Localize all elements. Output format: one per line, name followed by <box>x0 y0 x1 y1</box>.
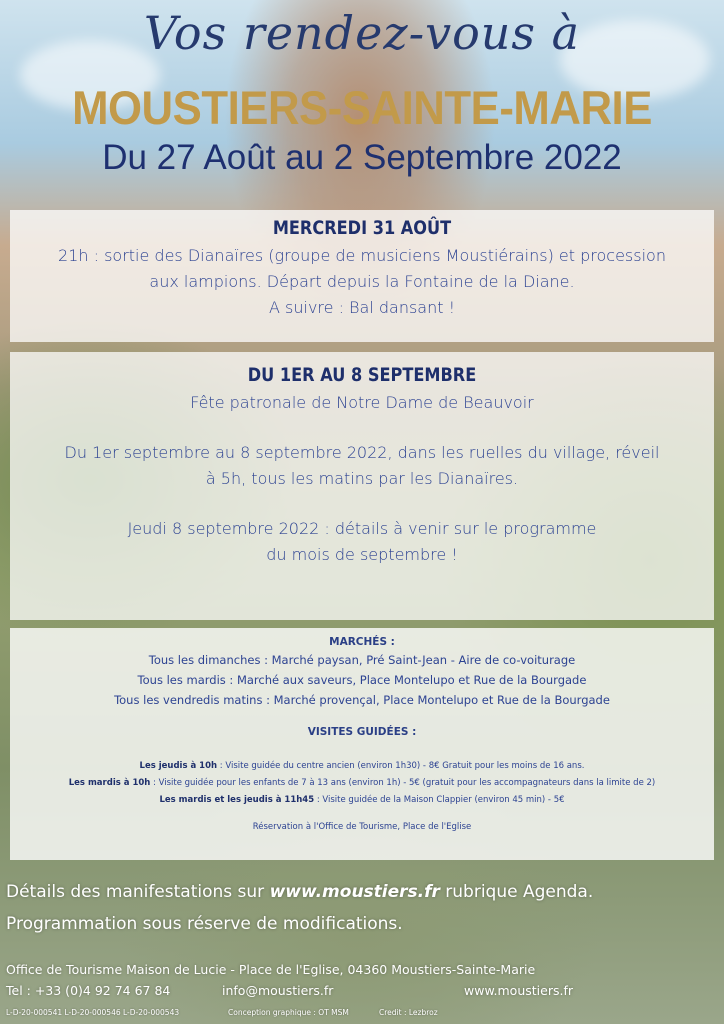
market-item: Tous les mardis : Marché aux saveurs, Place Montelupo et Rue de la Bourgade <box>137 673 587 687</box>
event-text: A suivre : Bal dansant ! <box>268 298 456 317</box>
date-range-title: Du 27 Août au 2 Septembre 2022 <box>102 138 622 177</box>
event-heading: MERCREDI 31 AOÛT <box>272 217 452 239</box>
markets-tours-panel <box>10 628 714 860</box>
phone-number: Tel : +33 (0)4 92 74 67 84 <box>6 983 171 998</box>
tour-when: Les jeudis à 10h <box>139 761 218 771</box>
photo-credit: Credit : Lezbroz <box>379 1008 438 1017</box>
tours-heading: VISITES GUIDÉES : <box>307 726 417 738</box>
reservation-note: Réservation à l'Office de Tourisme, Place de l'Eglise <box>252 822 472 832</box>
market-item: Tous les dimanches : Marché paysan, Pré Saint-Jean - Aire de co-voiturage <box>148 653 576 667</box>
event-text: aux lampions. Départ depuis la Fontaine de la Diane. <box>149 272 575 291</box>
event-text: à 5h, tous les matins par les Dianaïres. <box>205 469 519 488</box>
event-text: 21h : sortie des Dianaïres (groupe de musiciens Moustiérains) et procession <box>58 246 666 265</box>
event-panel-august <box>10 210 714 342</box>
details-text: rubrique Agenda. <box>439 882 594 902</box>
market-item: Tous les vendredis matins : Marché provençal, Place Montelupo et Rue de la Bourgade <box>114 693 610 707</box>
website-link[interactable]: www.moustiers.fr <box>269 882 440 902</box>
event-subtitle: Fête patronale de Notre Dame de Beauvoir <box>190 393 534 412</box>
design-credit: Conception graphique : OT MSM <box>228 1008 349 1017</box>
script-title: Vos rendez-vous à <box>143 6 581 60</box>
tour-item <box>10 775 714 792</box>
details-line <box>6 882 593 902</box>
markets-heading: MARCHÉS : <box>329 636 395 648</box>
email-link[interactable]: info@moustiers.fr <box>222 983 334 998</box>
event-heading: DU 1ER AU 8 SEPTEMBRE <box>247 364 477 386</box>
tour-item <box>10 792 714 809</box>
licence-numbers: L-D-20-000541 L-D-20-000546 L-D-20-000543 <box>6 1008 180 1017</box>
office-address: Office de Tourisme Maison de Lucie - Place de l'Eglise, 04360 Moustiers-Sainte-Marie <box>6 962 536 977</box>
event-text: Du 1er septembre au 8 septembre 2022, dans les ruelles du village, réveil <box>64 443 660 462</box>
website-link-footer[interactable]: www.moustiers.fr <box>464 983 573 998</box>
tour-when: Les mardis et les jeudis à 11h45 <box>159 795 315 805</box>
town-title: MOUSTIERS-SAINTE-MARIE <box>72 81 652 134</box>
programme-notice: Programmation sous réserve de modifications. <box>6 914 403 934</box>
event-text: Jeudi 8 septembre 2022 : détails à venir sur le programme <box>127 519 597 538</box>
event-panel-september <box>10 352 714 620</box>
details-text: Détails des manifestations sur <box>6 882 270 902</box>
tour-when: Les mardis à 10h <box>68 778 151 788</box>
tour-text: : Visite guidée du centre ancien (environ 1h30) - 8€ Gratuit pour les moins de 16 ans. <box>217 761 585 771</box>
tour-text: : Visite guidée pour les enfants de 7 à 13 ans (environ 1h) - 5€ (gratuit pour les accompagnateurs dans la limite de 2) <box>150 778 656 788</box>
event-text: du mois de septembre ! <box>266 545 458 564</box>
tour-item <box>10 758 714 775</box>
tour-text: : Visite guidée de la Maison Clappier (environ 45 min) - 5€ <box>314 795 565 805</box>
